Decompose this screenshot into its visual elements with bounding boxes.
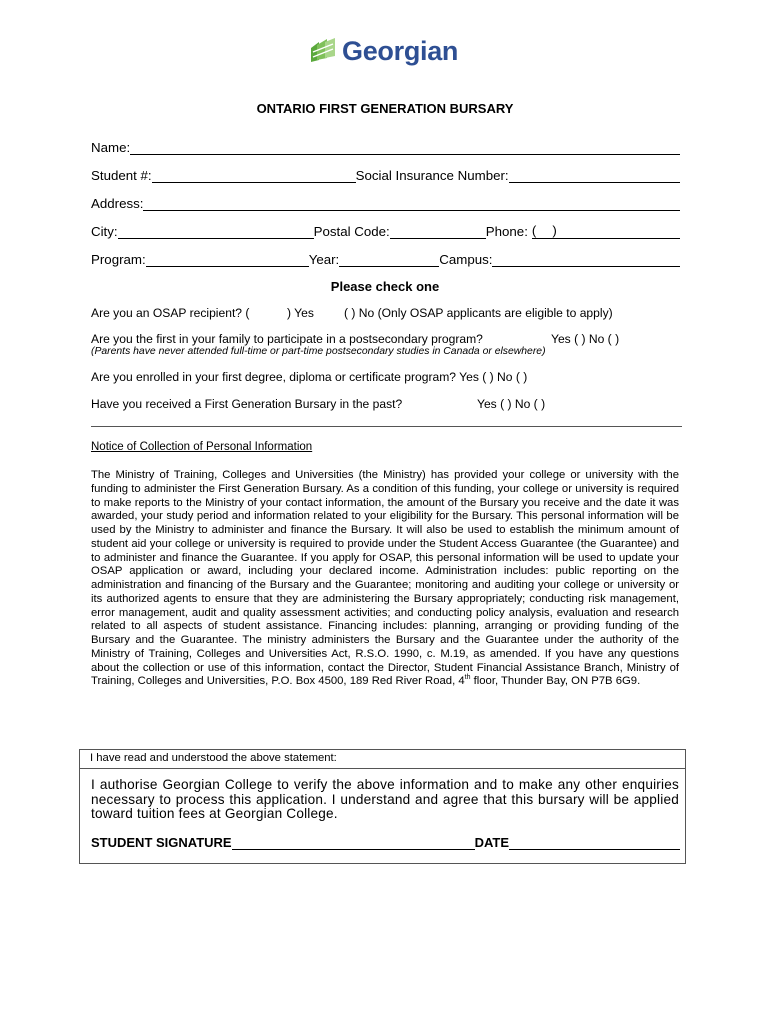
name-label: Name:: [91, 140, 131, 155]
postal-code-label: Postal Code:: [313, 224, 390, 239]
phone-area-code-field[interactable]: [536, 226, 552, 239]
year-label: Year:: [308, 252, 340, 267]
name-field[interactable]: [130, 142, 680, 155]
previous-bursary-question: [91, 397, 691, 413]
program-field[interactable]: [146, 254, 309, 267]
logo-text: Georgian: [342, 35, 459, 66]
form-title: ONTARIO FIRST GENERATION BURSARY: [256, 101, 514, 116]
phone-area-close: ): [552, 223, 557, 238]
notice-body-sup: th: [464, 674, 471, 682]
campus-field[interactable]: [492, 254, 680, 267]
sin-field[interactable]: [509, 170, 680, 183]
student-number-field[interactable]: [152, 170, 356, 183]
declaration-divider: [79, 768, 686, 769]
check-heading: Please check one: [330, 279, 440, 294]
address-row: [91, 194, 680, 211]
signature-label: STUDENT SIGNATURE: [91, 835, 232, 850]
name-row: [91, 138, 680, 155]
program-label: Program:: [91, 252, 146, 267]
osap-no-option[interactable]: ( ) No (Only OSAP applicants are eligible to apply): [344, 306, 613, 320]
notice-body-text: The Ministry of Training, Colleges and Universities (the Ministry) has provided your college or university with the funding to administer the First Generation Bursary. As a condition of this funding, your college or university is required to make reports to the Ministry of your contact information, the amount of the Bursary you receive and the date it was awarded, your study period and information related to your eligibility for the Bursary. This personal information will be used by the Ministry to administer and finance the Bursary. It will also be used to establish the minimum amount of student aid your college or university is required to provide under the Student Access Guarantee (the Guarantee) and to administer and finance the Guarantee. If you apply for OSAP, this personal information will be used to update your OSAP application or award, including your declared income. Administration includes: public reporting on the administration and financing of the Bursary and the Guarantee; monitoring and auditing your college or university or its authorized agents to ensure that they are administering the Bursary appropriately; conducting risk management, error management, audit and quality assessment activities; and conducting policy analysis, evaluation and research related to all aspects of student assistance. Financing includes: planning, arranging or providing funding of the Bursary and the Guarantee. The ministry administers the Bursary and the Guarantee under the authority of the Ministry of Training, Colleges and Universities Act, R.S.O. 1990, c. M.19, as amended. If you have any questions about the collection or use of this information, contact the Director, Student Financial Assistance Branch, Ministry of Training, Colleges and Universities, P.O. Box 4500, 189 Red River Road, 4: [91, 469, 679, 688]
notice-title: Notice of Collection of Personal Information: [91, 441, 313, 453]
osap-question: [91, 306, 691, 322]
phone-number-field[interactable]: [557, 226, 680, 239]
read-statement: I have read and understood the above statement:: [90, 752, 337, 764]
georgian-logo: [309, 35, 458, 67]
postal-code-field[interactable]: [390, 226, 486, 239]
first-in-family-text: Are you the first in your family to participate in a postsecondary program?: [91, 332, 483, 346]
date-field[interactable]: [509, 837, 680, 850]
signature-field[interactable]: [232, 837, 475, 850]
osap-question-text: Are you an OSAP recipient? (: [91, 306, 250, 320]
student-sin-row: [91, 166, 680, 183]
phone-label: Phone:: [485, 224, 528, 239]
sin-label: Social Insurance Number:: [355, 168, 509, 183]
address-label: Address:: [91, 196, 144, 211]
osap-yes-option[interactable]: ) Yes: [287, 306, 314, 320]
date-label: DATE: [474, 835, 510, 850]
section-divider: [91, 426, 682, 427]
campus-label: Campus:: [439, 252, 493, 267]
phone-area-open: (: [531, 223, 537, 238]
student-number-label: Student #:: [91, 168, 152, 183]
authorisation-text: I authorise Georgian College to verify the above information and to make any other enquiries necessary to process this application. I understand and agree that this bursary will be applied toward tuition fees at Georgian College.: [91, 777, 679, 822]
previous-bursary-options[interactable]: Yes ( ) No ( ): [477, 397, 546, 411]
notice-body-end: floor, Thunder Bay, ON P7B 6G9.: [470, 675, 641, 688]
previous-bursary-text: Have you received a First Generation Bursary in the past?: [91, 397, 403, 411]
first-in-family-options[interactable]: Yes ( ) No ( ): [551, 332, 620, 346]
city-postal-phone-row: [91, 222, 680, 239]
first-in-family-note: (Parents have never attended full-time or part-time postsecondary studies in Canada or elsewhere): [91, 346, 546, 357]
signature-row: [91, 833, 680, 850]
address-field[interactable]: [143, 198, 680, 211]
logo-mark-icon: [309, 38, 337, 64]
first-program-question[interactable]: Are you enrolled in your first degree, diploma or certificate program? Yes ( ) No ( ): [91, 370, 528, 384]
year-field[interactable]: [339, 254, 439, 267]
program-year-campus-row: [91, 250, 680, 267]
notice-body: [91, 469, 679, 689]
city-label: City:: [91, 224, 118, 239]
city-field[interactable]: [118, 226, 314, 239]
